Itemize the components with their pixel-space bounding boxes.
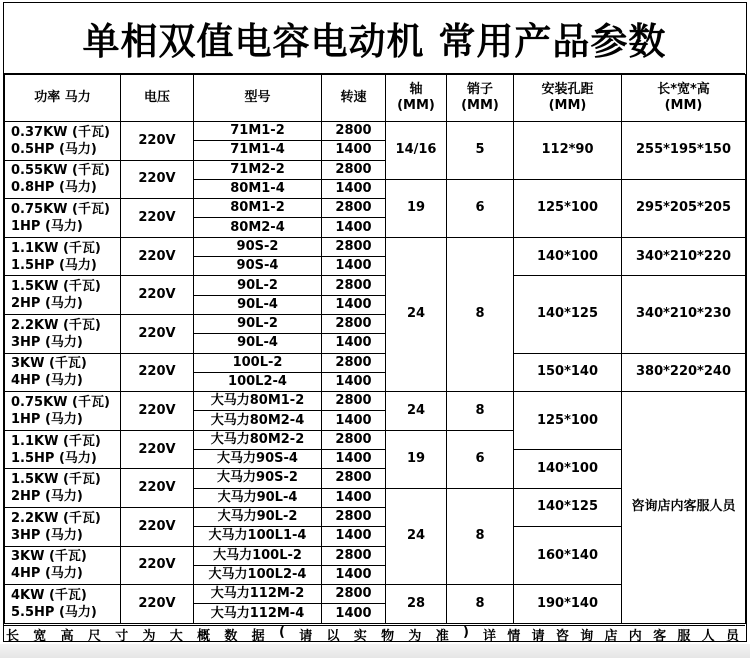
footer-char: 请 <box>299 628 313 644</box>
model-cell: 大马力100L2-4 <box>194 565 322 584</box>
header-model: 型号 <box>194 75 322 122</box>
voltage-cell: 220V <box>121 430 194 469</box>
power-hp: 2HP (马力) <box>11 489 83 505</box>
speed-cell: 1400 <box>322 334 386 353</box>
product-parameter-sheet <box>3 2 747 642</box>
footer-char: ) <box>462 624 469 640</box>
header-hole-unit: (MM) <box>548 98 587 113</box>
pin-cell: 8 <box>447 585 514 624</box>
footer-char: 物 <box>381 628 395 644</box>
speed-cell: 1400 <box>322 295 386 314</box>
power-hp: 0.8HP (马力) <box>11 180 97 196</box>
power-hp: 1.5HP (马力) <box>11 450 97 466</box>
power-kw: 3KW (千瓦) <box>11 549 87 565</box>
hole-distance-cell: 140*100 <box>514 450 622 489</box>
footer-char: 店 <box>604 628 618 644</box>
power-hp: 1.5HP (马力) <box>11 257 97 273</box>
power-cell <box>5 199 121 238</box>
footer-char: 服 <box>677 628 691 644</box>
shaft-cell: 24 <box>386 237 447 391</box>
table-row <box>5 276 746 295</box>
power-cell <box>5 276 121 315</box>
voltage-cell: 220V <box>121 392 194 431</box>
dimension-cell: 340*210*230 <box>622 276 746 353</box>
power-kw: 4KW (千瓦) <box>11 587 87 603</box>
power-cell <box>5 507 121 546</box>
header-size-unit: (MM) <box>664 98 703 113</box>
model-cell: 大马力112M-4 <box>194 604 322 623</box>
speed-cell: 2800 <box>322 276 386 295</box>
footer-char: 数 <box>224 628 238 644</box>
table-row <box>5 237 746 256</box>
model-cell: 大马力80M2-2 <box>194 430 322 449</box>
voltage-cell: 220V <box>121 314 194 353</box>
power-hp: 1HP (马力) <box>11 411 83 427</box>
footer-char: 尺 <box>87 628 101 644</box>
dimension-cell: 295*205*205 <box>622 179 746 237</box>
pin-cell: 5 <box>447 122 514 180</box>
power-hp: 0.5HP (马力) <box>11 141 97 157</box>
power-hp: 4HP (马力) <box>11 566 83 582</box>
speed-cell: 1400 <box>322 218 386 237</box>
speed-cell: 2800 <box>322 314 386 333</box>
hole-distance-cell: 125*100 <box>514 179 622 237</box>
footer-note <box>4 625 745 642</box>
shaft-cell: 19 <box>386 179 447 237</box>
power-cell <box>5 546 121 585</box>
model-cell: 大马力90S-2 <box>194 469 322 488</box>
voltage-cell: 220V <box>121 237 194 276</box>
footer-char: 大 <box>169 628 183 644</box>
power-cell <box>5 314 121 353</box>
hole-distance-cell: 140*125 <box>514 488 622 527</box>
footer-char: 情 <box>507 628 521 644</box>
model-cell: 90L-4 <box>194 295 322 314</box>
voltage-cell: 220V <box>121 353 194 392</box>
footer-char: 客 <box>653 628 667 644</box>
speed-cell: 2800 <box>322 122 386 141</box>
hole-distance-cell: 190*140 <box>514 585 622 624</box>
header-shaft-unit: (MM) <box>397 98 435 113</box>
page-bottom-shade <box>0 644 750 658</box>
header-speed: 转速 <box>322 75 386 122</box>
speed-cell: 1400 <box>322 179 386 198</box>
footer-char: 询 <box>580 628 594 644</box>
header-voltage: 电压 <box>121 75 194 122</box>
header-size <box>622 75 746 122</box>
model-cell: 71M1-2 <box>194 122 322 141</box>
power-kw: 2.2KW (千瓦) <box>11 317 101 333</box>
power-hp: 5.5HP (马力) <box>11 604 97 620</box>
hole-distance-cell: 112*90 <box>514 122 622 180</box>
footer-char: 寸 <box>115 628 129 644</box>
header-shaft <box>386 75 447 122</box>
shaft-cell: 19 <box>386 430 447 488</box>
power-cell <box>5 430 121 469</box>
model-cell: 90L-2 <box>194 276 322 295</box>
model-cell: 90S-2 <box>194 237 322 256</box>
sheet-title: 单相双值电容电动机 常用产品参数 <box>4 3 745 74</box>
model-cell: 80M1-4 <box>194 179 322 198</box>
speed-cell: 2800 <box>322 430 386 449</box>
speed-cell: 2800 <box>322 469 386 488</box>
speed-cell: 1400 <box>322 450 386 469</box>
model-cell: 大马力112M-2 <box>194 585 322 604</box>
footer-char: 准 <box>435 628 449 644</box>
power-kw: 1.1KW (千瓦) <box>11 433 101 449</box>
footer-left-note <box>4 625 469 644</box>
header-pin <box>447 75 514 122</box>
hole-distance-cell: 125*100 <box>514 392 622 450</box>
pin-cell: 8 <box>447 392 514 431</box>
table-row <box>5 353 746 372</box>
parameter-table <box>4 74 746 624</box>
model-cell: 大马力80M2-4 <box>194 411 322 430</box>
power-hp: 2HP (马力) <box>11 296 83 312</box>
power-kw: 0.37KW (千瓦) <box>11 124 110 140</box>
model-cell: 80M2-4 <box>194 218 322 237</box>
power-hp: 4HP (马力) <box>11 373 83 389</box>
table-row <box>5 392 746 411</box>
power-kw: 0.75KW (千瓦) <box>11 394 110 410</box>
speed-cell: 2800 <box>322 585 386 604</box>
header-power: 功率 马力 <box>5 75 121 122</box>
speed-cell: 1400 <box>322 527 386 546</box>
model-cell: 90L-4 <box>194 334 322 353</box>
shaft-cell: 24 <box>386 488 447 584</box>
power-kw: 0.75KW (千瓦) <box>11 201 110 217</box>
hole-distance-cell: 150*140 <box>514 353 622 392</box>
footer-char: 内 <box>628 628 642 644</box>
footer-char: 员 <box>725 628 739 644</box>
footer-char: 概 <box>197 628 211 644</box>
footer-char: 为 <box>142 628 156 644</box>
power-cell <box>5 392 121 431</box>
footer-char: 据 <box>251 628 265 644</box>
power-cell <box>5 469 121 508</box>
header-size-label: 长*宽*高 <box>657 82 710 97</box>
speed-cell: 2800 <box>322 160 386 179</box>
table-body <box>5 122 746 624</box>
speed-cell: 1400 <box>322 141 386 160</box>
model-cell: 大马力90L-4 <box>194 488 322 507</box>
pin-cell: 8 <box>447 488 514 584</box>
power-hp: 1HP (马力) <box>11 218 83 234</box>
model-cell: 大马力100L1-4 <box>194 527 322 546</box>
shaft-cell: 24 <box>386 392 447 431</box>
dimension-cell: 340*210*220 <box>622 237 746 276</box>
voltage-cell: 220V <box>121 276 194 315</box>
speed-cell: 1400 <box>322 257 386 276</box>
model-cell: 90L-2 <box>194 314 322 333</box>
footer-char: 为 <box>408 628 422 644</box>
power-hp: 3HP (马力) <box>11 527 83 543</box>
voltage-cell: 220V <box>121 469 194 508</box>
voltage-cell: 220V <box>121 122 194 161</box>
footer-char: 人 <box>701 628 715 644</box>
header-hole-label: 安装孔距 <box>541 82 594 97</box>
footer-char: 以 <box>326 628 340 644</box>
power-cell <box>5 237 121 276</box>
model-cell: 大马力100L-2 <box>194 546 322 565</box>
model-cell: 大马力90L-2 <box>194 507 322 526</box>
speed-cell: 1400 <box>322 565 386 584</box>
speed-cell: 2800 <box>322 546 386 565</box>
footer-char: 实 <box>353 628 367 644</box>
footer-char: 咨 <box>555 628 569 644</box>
pin-cell: 6 <box>447 179 514 237</box>
footer-char: ( <box>278 624 285 640</box>
speed-cell: 2800 <box>322 237 386 256</box>
power-kw: 1.5KW (千瓦) <box>11 279 101 295</box>
voltage-cell: 220V <box>121 507 194 546</box>
model-cell: 100L-2 <box>194 353 322 372</box>
speed-cell: 2800 <box>322 353 386 372</box>
speed-cell: 2800 <box>322 507 386 526</box>
power-kw: 2.2KW (千瓦) <box>11 510 101 526</box>
dimension-cell: 380*220*240 <box>622 353 746 392</box>
model-cell: 80M1-2 <box>194 199 322 218</box>
hole-distance-cell: 140*125 <box>514 276 622 353</box>
voltage-cell: 220V <box>121 546 194 585</box>
power-kw: 1.5KW (千瓦) <box>11 472 101 488</box>
speed-cell: 2800 <box>322 392 386 411</box>
model-cell: 100L2-4 <box>194 372 322 391</box>
hole-distance-cell: 140*100 <box>514 237 622 276</box>
dimension-cell: 咨询店内客服人员 <box>622 392 746 624</box>
model-cell: 71M2-2 <box>194 160 322 179</box>
power-kw: 1.1KW (千瓦) <box>11 240 101 256</box>
pin-cell: 8 <box>447 237 514 391</box>
header-hole <box>514 75 622 122</box>
voltage-cell: 220V <box>121 160 194 199</box>
power-cell <box>5 160 121 199</box>
shaft-cell: 14/16 <box>386 122 447 180</box>
speed-cell: 1400 <box>322 604 386 623</box>
speed-cell: 1400 <box>322 411 386 430</box>
power-kw: 0.55KW (千瓦) <box>11 163 110 179</box>
model-cell: 71M1-4 <box>194 141 322 160</box>
header-shaft-label: 轴 <box>409 82 423 97</box>
footer-char: 宽 <box>33 628 47 644</box>
pin-cell: 6 <box>447 430 514 488</box>
speed-cell: 1400 <box>322 488 386 507</box>
power-cell <box>5 353 121 392</box>
footer-right-note <box>469 625 745 644</box>
hole-distance-cell: 160*140 <box>514 527 622 585</box>
header-pin-label: 销子 <box>466 82 493 97</box>
power-hp: 3HP (马力) <box>11 334 83 350</box>
header-pin-unit: (MM) <box>461 98 499 113</box>
footer-char: 高 <box>60 628 74 644</box>
voltage-cell: 220V <box>121 585 194 624</box>
dimension-cell: 255*195*150 <box>622 122 746 180</box>
speed-cell: 1400 <box>322 372 386 391</box>
model-cell: 90S-4 <box>194 257 322 276</box>
model-cell: 大马力90S-4 <box>194 450 322 469</box>
voltage-cell: 220V <box>121 199 194 238</box>
power-cell <box>5 122 121 161</box>
power-cell <box>5 585 121 624</box>
speed-cell: 2800 <box>322 199 386 218</box>
footer-char: 请 <box>531 628 545 644</box>
shaft-cell: 28 <box>386 585 447 624</box>
model-cell: 大马力80M1-2 <box>194 392 322 411</box>
table-header-row <box>5 75 746 122</box>
table-row <box>5 122 746 141</box>
footer-char: 长 <box>6 628 20 644</box>
power-kw: 3KW (千瓦) <box>11 356 87 372</box>
footer-char: 详 <box>483 628 497 644</box>
